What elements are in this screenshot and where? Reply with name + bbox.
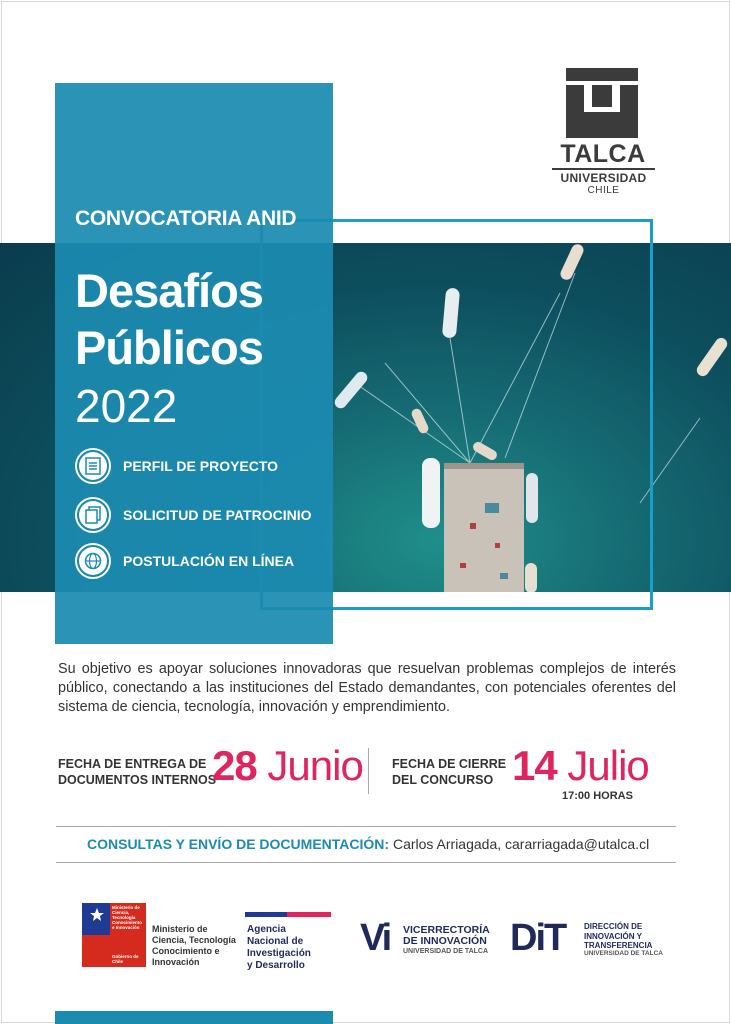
ministerio-text: Ministerio de Ciencia, Tecnología Conocimiento e Innovación bbox=[152, 924, 236, 967]
feature-label: POSTULACIÓN EN LÍNEA bbox=[123, 553, 295, 569]
eyebrow-label: CONVOCATORIA ANID bbox=[75, 207, 297, 230]
feature-solicitud bbox=[75, 497, 311, 533]
document-list-icon bbox=[75, 448, 111, 484]
closing-hour: 17:00 HORAS bbox=[562, 790, 633, 802]
vicerrectoria-sub: UNIVERSIDAD DE TALCA bbox=[403, 948, 489, 955]
vicerrectoria-title: VICERRECTORÍA DE INNOVACIÓN bbox=[403, 924, 490, 947]
feature-label: SOLICITUD DE PATROCINIO bbox=[123, 507, 312, 523]
feature-postulacion bbox=[75, 543, 294, 579]
utalca-logo-mark bbox=[552, 68, 655, 138]
dit-sub: UNIVERSIDAD DE TALCA bbox=[584, 950, 663, 957]
contact-value[interactable]: Carlos Arriagada, cararriagada@utalca.cl bbox=[392, 836, 650, 852]
contact-line bbox=[87, 836, 649, 852]
dit-title: DIRECCIÓN DE INNOVACIÓN Y TRANSFERENCIA bbox=[584, 922, 653, 950]
anid-bar-accent bbox=[287, 912, 331, 917]
page-title-line2: Públicos bbox=[75, 321, 263, 374]
feature-label: PERFIL DE PROYECTO bbox=[123, 458, 279, 474]
closing-label: FECHA DE CIERRE DEL CONCURSO bbox=[392, 757, 507, 787]
documents-icon bbox=[75, 497, 111, 533]
dit-mark: DiT bbox=[510, 917, 566, 959]
page-title-line1: Desafíos bbox=[75, 264, 263, 317]
bottom-accent-bar bbox=[55, 1011, 333, 1024]
delivery-label: FECHA DE ENTREGA DE DOCUMENTOS INTERNOS bbox=[58, 757, 217, 787]
dates-divider bbox=[368, 748, 369, 794]
divider-top bbox=[56, 826, 676, 827]
divider-bottom bbox=[56, 862, 676, 863]
globe-icon bbox=[75, 543, 111, 579]
feature-perfil bbox=[75, 448, 278, 484]
page-year: 2022 bbox=[75, 380, 178, 432]
closing-date: 14 Julio bbox=[512, 742, 649, 789]
anid-logo-text: Agencia Nacional de Investigación y Desarrollo bbox=[247, 924, 311, 971]
gobierno-de-chile-logo: Ministerio de Ciencia, Tecnología Conocimiento e Innovación Gobierno de Chile bbox=[82, 903, 146, 967]
delivery-date: 28 Junio bbox=[212, 742, 363, 789]
university-country: CHILE bbox=[587, 185, 620, 196]
vicerrectoria-mark: Vi bbox=[360, 917, 390, 959]
university-sub: UNIVERSIDAD bbox=[552, 168, 655, 185]
university-name: TALCA bbox=[560, 140, 646, 168]
description-paragraph: Su objetivo es apoyar soluciones innovadoras que resuelvan problemas complejos de interés público, conectando a las instituciones del Estado demandantes, con potenciales oferentes del sistema de ciencia, tecnología, innovación y emprendimiento. bbox=[58, 661, 676, 715]
contact-label: CONSULTAS Y ENVÍO DE DOCUMENTACIÓN: bbox=[87, 836, 390, 852]
